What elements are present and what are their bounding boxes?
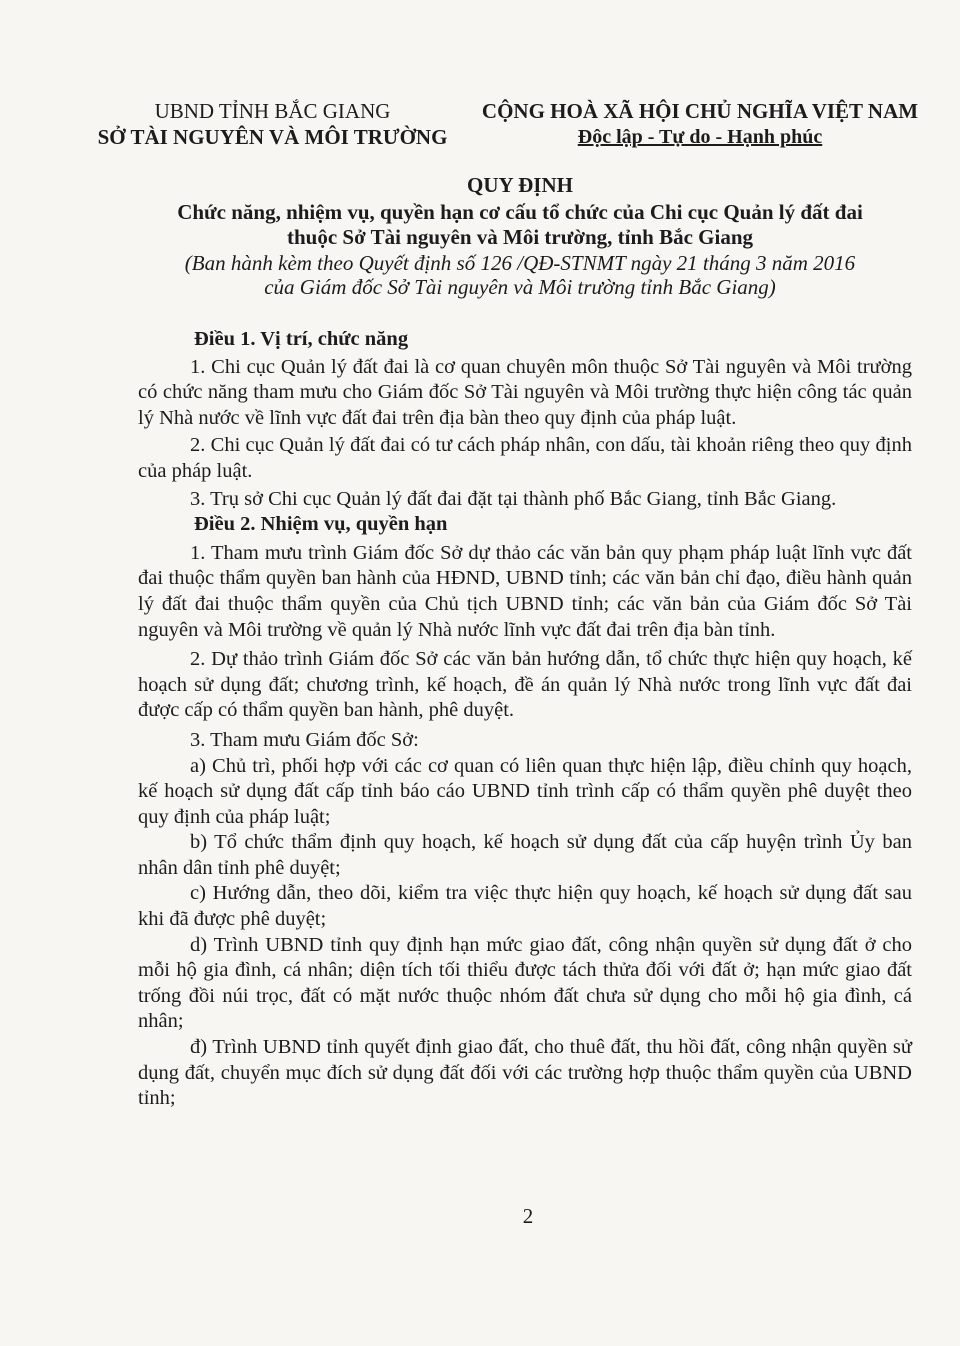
article-2-clause-3dd: đ) Trình UBND tỉnh quyết định giao đất, cho thuê đất, thu hồi đất, công nhận quyền sử dụng đất, chuyển mục đích sử dụng đất đối với các trường hợp thuộc thẩm quyền của UBND tỉnh;	[138, 1036, 912, 1110]
article-2-clause-2: 2. Dự thảo trình Giám đốc Sở các văn bản hướng dẫn, tổ chức thực hiện quy hoạch, kế hoạch sử dụng đất; chương trình, kế hoạch, đề án quản lý Nhà nước trong lĩnh vực đất đai được cấp có thẩm quyền ban hành, phê duyệt.	[138, 648, 912, 722]
country-name: CỘNG HOÀ XÃ HỘI CHỦ NGHĨA VIỆT NAM	[481, 99, 919, 123]
issuing-agency-block	[90, 98, 455, 150]
national-motto-block	[470, 98, 930, 150]
agency-line-1: UBND TỈNH BẮC GIANG	[154, 99, 391, 123]
article-1-clause-2: 2. Chi cục Quản lý đất đai có tư cách pháp nhân, con dấu, tài khoản riêng theo quy định của pháp luật.	[138, 434, 912, 482]
article-1-clause-3: 3. Trụ sở Chi cục Quản lý đất đai đặt tại thành phố Bắc Giang, tỉnh Bắc Giang.	[190, 487, 837, 510]
article-2-clause-3a: a) Chủ trì, phối hợp với các cơ quan có liên quan thực hiện lập, điều chỉnh quy hoạch, kế hoạch sử dụng đất cấp tỉnh báo cáo UBND tỉnh trình cấp có thẩm quyền phê duyệt theo quy định của pháp luật;	[138, 754, 912, 828]
article-2-clause-3d: d) Trình UBND tỉnh quy định hạn mức giao đất, công nhận quyền sử dụng đất ở cho mỗi hộ gia đình, cá nhân; diện tích tối thiểu được tách thửa đối với đất ở; hạn mức giao đất trống đồi núi trọc, đất có mặt nước thuộc nhóm đất chưa sử dụng cho mỗi hộ gia đình, cá nhân;	[138, 933, 912, 1033]
article-1-heading: Điều 1. Vị trí, chức năng	[194, 328, 409, 350]
page-number: 2	[522, 1204, 534, 1228]
article-1-clause-1: 1. Chi cục Quản lý đất đai là cơ quan chuyên môn thuộc Sở Tài nguyên và Môi trường có chức năng tham mưu cho Giám đốc Sở Tài nguyên và Môi trường thực hiện công tác quản lý Nhà nước về lĩnh vực đất đai trên địa bàn theo quy định của pháp luật.	[138, 355, 912, 429]
motto: Độc lập - Tự do - Hạnh phúc	[577, 126, 823, 148]
article-2-clause-3c: c) Hướng dẫn, theo dõi, kiểm tra việc thực hiện quy hoạch, kế hoạch sử dụng đất sau khi đã được phê duyệt;	[138, 882, 912, 931]
issuance-note-line-1: (Ban hành kèm theo Quyết định số 126 /QĐ-STNMT ngày 21 tháng 3 năm 2016	[184, 251, 856, 275]
document-subtitle-line-2: thuộc Sở Tài nguyên và Môi trường, tỉnh Bắc Giang	[286, 225, 754, 249]
document-subtitle-line-1: Chức năng, nhiệm vụ, quyền hạn cơ cấu tổ chức của Chi cục Quản lý đất đai	[177, 200, 863, 224]
document-body	[138, 327, 912, 1112]
article-2-clause-1: 1. Tham mưu trình Giám đốc Sở dự thảo các văn bản quy phạm pháp luật lĩnh vực đất đai thuộc thẩm quyền ban hành của HĐND, UBND tỉnh; các văn bản chỉ đạo, điều hành quản lý đất đai thuộc thẩm quyền của Chủ tịch UBND tỉnh; các văn bản của Giám đốc Sở Tài nguyên và Môi trường về quản lý Nhà nước lĩnh vực đất đai trên địa bàn tỉnh.	[138, 541, 912, 641]
article-2-clause-3: 3. Tham mưu Giám đốc Sở:	[190, 728, 419, 751]
agency-line-2: SỞ TÀI NGUYÊN VÀ MÔI TRƯỜNG	[97, 125, 448, 149]
issuance-note-line-2: của Giám đốc Sở Tài nguyên và Môi trường tỉnh Bắc Giang)	[264, 275, 776, 299]
article-2-clause-3b: b) Tổ chức thẩm định quy hoạch, kế hoạch sử dụng đất của cấp huyện trình Ủy ban nhân dân tỉnh phê duyệt;	[138, 831, 912, 879]
article-2-heading: Điều 2. Nhiệm vụ, quyền hạn	[194, 513, 448, 536]
document-title: QUY ĐỊNH	[467, 173, 573, 197]
